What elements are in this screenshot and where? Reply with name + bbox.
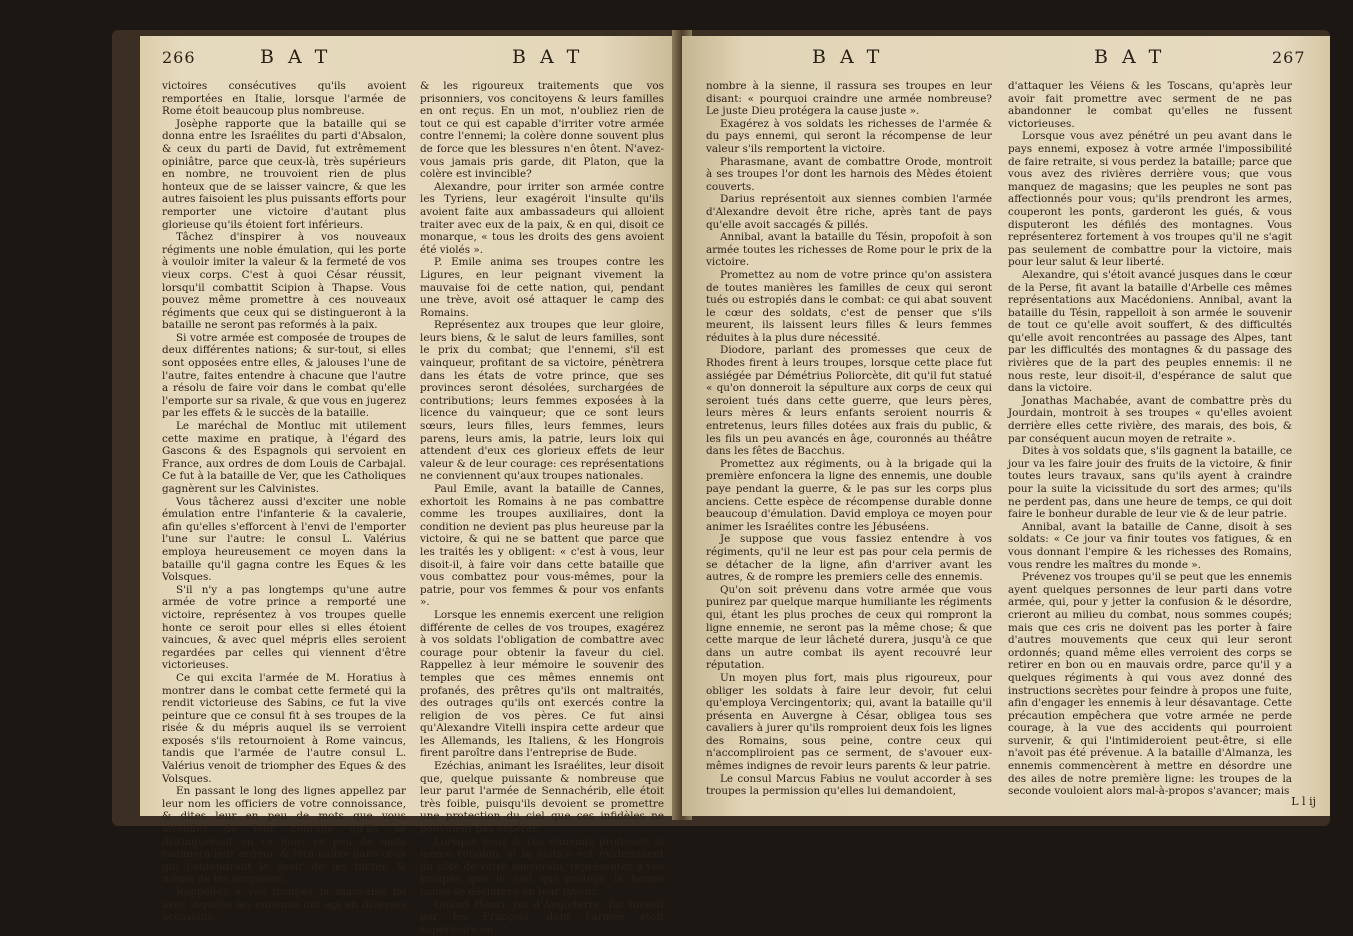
paragraph: Promettez aux régiments, ou à la brigade qui la première enfoncera la ligne des ennemis, une double paye pendant la guerre, & le pas sur les corps plus anciens. Cette espèce de récompense durable donne beaucoup d'émulation. David employa ce moyen pour animer les Israélites contre les Jébuséens. — [706, 457, 992, 533]
paragraph: Vous tâcherez aussi d'exciter une noble émulation entre l'infanterie & la cavalerie, afin qu'elles s'efforcent à l'envi de l'emporter l'une sur l'autre: le consul L. Valérius employa heureusement ce moyen dans la bataille qu'il gagna contre les Eques & les Volsques. — [162, 495, 406, 584]
paragraph: Diodore, parlant des promesses que ceux de Rhodes firent à leurs troupes, lorsque cette place fut assiégée par Démétrius Poliorcète, dit qu'il fut statué « qu'on donneroit la sépulture aux corps de ceux qui seroient tués dans cette guerre, que leurs pères, leurs mères & leurs enfants seroient nourris & entretenus, leurs filles dotées aux frais du public, & les fils un peu avancés en âge, couronnés au théâtre dans les fêtes de Bacchus. — [706, 344, 992, 458]
left-column-2 — [420, 80, 664, 936]
left-running-head-2: BAT — [512, 46, 594, 68]
paragraph: Josèphe rapporte que la bataille qui se donna entre les Israélites du parti d'Absalon, & ceux du parti de David, fut extrêmement opiniâtre, parce que ceux-là, très supérieurs en nombre, ne trouvoient rien de plus honteux que de se laisser vaincre, & que les autres faisoient les plus puissants efforts pour remporter une victoire d'autant plus glorieuse qu'ils étoient fort inférieurs. — [162, 117, 406, 231]
left-running-head-1: BAT — [260, 46, 342, 68]
paragraph: Annibal, avant la bataille de Canne, disoit à ses soldats: « Ce jour va finir toutes vos fatigues, & en vous donnant l'empire & les richesses des Romains, vous rendre les maîtres du monde ». — [1008, 520, 1292, 571]
paragraph: S'il n'y a pas longtemps qu'une autre armée de votre prince a remporté une victoire, représentez à vos troupes quelle honte ce seroit pour elles si elles étoient vaincues, & avec quel mépris elles seroient regardées par celles qui viennent d'être victorieuses. — [162, 583, 406, 672]
paragraph: Je suppose que vous fassiez entendre à vos régiments, qu'il ne leur est pas pour cela permis de se détacher de la ligne, afin d'arriver avant les autres, & de rompre les premiers celle des ennemis. — [706, 533, 992, 584]
paragraph: Paul Emile, avant la bataille de Cannes, exhortoit les Romains à ne pas combattre comme les troupes auxiliaires, dont la condition ne devient pas plus heureuse par la victoire, & qui ne se battent que parce que les traités les y obligent: « c'est à vous, leur disoit-il, à faire voir dans cette bataille que vous combattez pour vous-mêmes, pour la patrie, pour vos femmes & pour vos enfants ». — [420, 483, 664, 609]
paragraph: Prévenez vos troupes qu'il se peut que les ennemis ayent quelques personnes de leur parti dans votre armée, qui, pour y jetter la confusion & le désordre, crieront au milieu du combat, nous sommes coupés; mais que ces cris ne doivent pas les porter à faire d'autres mouvements que ceux qui leur seront ordonnés; quand même elles verroient des corps se retirer en bon ou en mauvais ordre, parce qu'il y a quelques régiments à qui vous avez donné des instructions secrètes pour feindre à propos une fuite, afin d'engager les ennemis à leur désavantage. Cette précaution empêchera que votre armée ne perde courage, à la vue des accidents qui pourroient survenir, & qui l'intimideroient peut-être, si elle n'avoit pas été prévenue. A la bataille d'Almanza, les ennemis commencèrent à mettre en désordre une des ailes de notre première ligne: les troupes de la seconde vouloient alors mal-à-propos s'avancer; mais — [1008, 571, 1292, 798]
paragraph: Quand Henri, roi d'Angleterre, fut investi par les François, dont l'armée étoit supérieure en — [420, 898, 664, 936]
right-running-head-2: BAT — [1094, 46, 1176, 68]
paragraph: d'attaquer les Véiens & les Toscans, qu'après leur avoir fait promettre avec serment de ne pas abandonner le combat qu'elles ne fussent victorieuses. — [1008, 80, 1292, 130]
paragraph: Ce qui excita l'armée de M. Horatius à montrer dans le combat cette fermeté qui la rendit victorieuse des Sabins, ce fut la vive peinture que ce consul fit à ses troupes de la risée & du mépris auquel ils se verroient exposés s'ils retournoient à Rome vaincus, tandis que l'armée de l'autre consul L. Valérius venoit de triompher des Eques & des Volsques. — [162, 671, 406, 785]
paragraph: Lorsque les ennemis exercent une religion différente de celles de vos troupes, exagérez à vos soldats l'obligation de combattre avec courage pour obtenir la faveur du ciel. Rappellez à leur mémoire le souvenir des temples que ces mêmes ennemis ont profanés, des prêtres qu'ils ont maltraités, des outrages qu'ils ont exercés contre la religion de vos pères. Ce fut ainsi qu'Alexandre Vitelli inspira cette ardeur que les Allemands, les Italiens, & les Hongrois firent paroître dans l'entreprise de Bude. — [420, 608, 664, 760]
paragraph: Le maréchal de Montluc mit utilement cette maxime en pratique, à l'égard des Gascons & des Espagnols qui servoient en France, aux ordres de dom Louis de Carbajal. Ce fut à la bataille de Ver, que les Catholiques gagnèrent sur les Calvinistes. — [162, 420, 406, 495]
paragraph: Jonathas Machabée, avant de combattre près du Jourdain, montroit à ses troupes « qu'elles avoient derrière elles cette rivière, des marais, des bois, & par conséquent aucun moyen de retraite ». — [1008, 394, 1292, 445]
paragraph: Annibal, avant la bataille du Tésin, propofoit à son armée toutes les richesses de Rome pour le prix de la victoire. — [706, 231, 992, 269]
paragraph: victoires consécutives qu'ils avoient remportées en Italie, lorsque l'armée de Rome étoit beaucoup plus nombreuse. — [162, 80, 406, 118]
left-column-1 — [162, 80, 406, 924]
left-page-number: 266 — [162, 48, 196, 67]
paragraph: Qu'on soit prévenu dans votre armée que vous punirez par quelque marque humiliante les régiments qui, étant les plus proches de ceux qui rompront la ligne ennemie, ne seront pas la même chose; & que cette marque de leur lâcheté durera, jusqu'à ce que dans un autre combat ils ayent recouvré leur réputation. — [706, 583, 992, 672]
right-page-number: 267 — [1272, 48, 1306, 67]
left-page — [140, 36, 680, 936]
paragraph: Exagérez à vos soldats les richesses de l'armée & du pays ennemi, qui seront la récompense de leur valeur s'ils remportent la victoire. — [706, 117, 992, 155]
signature-mark: L l ij — [1291, 795, 1316, 808]
left-page-header — [140, 42, 680, 76]
right-running-head-1: BAT — [812, 46, 894, 68]
paragraph: Tâchez d'inspirer à vos nouveaux régiments une noble émulation, qui les porte à vouloir imiter la valeur & la fermeté de vos vieux corps. C'est à quoi César réussit, lorsqu'il combattit Scipion à Thapse. Vous pouvez même promettre à ces nouveaux régiments que ceux qui se distingueront à la bataille ne seront pas reformés à la paix. — [162, 231, 406, 332]
paragraph: Représentez aux troupes que leur gloire, leurs biens, & le salut de leurs familles, sont le prix du combat; que l'ennemi, s'il est vainqueur, profitant de sa victoire, pénètrera dans les états de votre prince, que ses provinces seront désolées, surchargées de contributions; leurs femmes exposées à la licence du vainqueur; que ce sont leurs sœurs, leurs filles, leurs femmes, leurs parens, leurs amis, la patrie, leurs loix qui attendent d'eux ces glorieux effets de leur valeur & de leur courage: ces représentations ne conviennent qu'aux troupes nationales. — [420, 319, 664, 483]
paragraph: Un moyen plus fort, mais plus rigoureux, pour obliger les soldats à faire leur devoir, fut celui qu'employa Vercingentorix; qui, avant la bataille qu'il présenta en Auvergne à César, obligea tous ses cavaliers à jurer qu'ils romproient deux fois les lignes des Romains, sous peine, contre ceux qui n'accompliroient pas ce serment, de s'avouer eux-mêmes indignes de revoir leurs parents & leur patrie. — [706, 671, 992, 773]
paragraph: Alexandre, pour irriter son armée contre les Tyriens, leur exagéroit l'insulte qu'ils avoient faite aux ambassadeurs qui alloient traiter avec eux de la paix, & en qui, disoit ce monarque, « tous les droits des gens avoient été violés ». — [420, 180, 664, 256]
paragraph: Ezéchias, animant les Israélites, leur disoit que, quelque puissante & nombreuse que leur parut l'armée de Sennachérib, elle étoit très foible, puisqu'ils devoient se promettre une protection du ciel que ces infidèles ne pouvoient pas espérer. — [420, 760, 664, 836]
paragraph: Pharasmane, avant de combattre Orode, montroit à ses troupes l'or dont les harnois des Mèdes étoient couverts. — [706, 155, 992, 193]
paragraph: Dites à vos soldats que, s'ils gagnent la bataille, ce jour va les faire jouir des fruits de la victoire, & finir toutes leurs travaux, sans qu'ils ayent à craindre pour la suite la vicissitude du sort des armes; qu'ils ne perdent pas, dans une heure de temps, ce qui doit faire le bonheur durable de leur vie & de leur patrie. — [1008, 445, 1292, 521]
paragraph: Rappellez à vos troupes la mauvaise foi avec laquelle les ennemis ont agi en diverses occasions, — [162, 886, 406, 924]
paragraph: nombre à la sienne, il rassura ses troupes en leur disant: « pourquoi craindre une armée nombreuse? Le juste Dieu protégera la cause juste ». — [706, 80, 992, 118]
right-page-header — [682, 42, 1330, 76]
paragraph: Alexandre, qui s'étoit avancé jusques dans le cœur de la Perse, fit avant la bataille d'Arbelle ces mêmes représentations aux Macédoniens. Annibal, avant la bataille du Tésin, rappelloit à son armée le souvenir de tout ce qu'elle avoit souffert, & des difficultés qu'elle avoit rencontrées au passage des Alpes, tant par les difficultés des montagnes & du passage des rivières que de la part des peuples ennemis: il ne nous reste, leur disoit-il, d'espérance de salut que dans la victoire. — [1008, 268, 1292, 395]
right-page — [682, 36, 1330, 816]
paragraph: En passant le long des lignes appellez par leur nom les officiers de votre connoissance, & dites leur en peu de mots que vous attendez de leur courage qu'ils se distingueront en ce jour: ce peu de mots ranimera leur ardeur, & fera naître dans ceux qui l'entendront le desir de les imiter, & même de les surpasser. — [162, 785, 406, 886]
paragraph: & les rigoureux traitements que vos prisonniers, vos concitoyens & leurs familles en ont reçus. En un mot, n'oubliez rien de tout ce qui est capable d'irriter votre armée contre l'ennemi; la colère donne souvent plus de force que les blessures n'en ôtent. N'avez-vous jamais pris garde, dit Platon, que la colère est invincible? — [420, 80, 664, 181]
paragraph: Promettez au nom de votre prince qu'on assistera de toutes manières les familles de ceux qui seront tués ou estropiés dans le combat: ce qui abat souvent le cœur des soldats, c'est de penser que s'ils meurent, ils laissent leurs filles & leurs femmes réduites à la plus dure nécessité. — [706, 268, 992, 344]
paragraph: P. Emile anima ses troupes contre les Ligures, en leur peignant vivement la mauvaise foi de cette nation, qui, pendant une trève, avoit osé attaquer le camp des Romains. — [420, 256, 664, 319]
right-column-2 — [1008, 80, 1292, 810]
paragraph: Lorsque vous avez pénétré un peu avant dans le pays ennemi, exposez à votre armée l'impossibilité de faire retraite, si vous perdez la bataille; parce que vous avez des rivières derrière vous; que vous manquez de magasins; que les peuples ne sont pas affectionnés pour vous; qu'ils prendront les armes, couperont les ponts, garderont les gués, & vous disputeront les défilés des montagnes. Vous représenterez fortement à vos troupes qu'il ne s'agit pas seulement de combattre pour la victoire, mais pour leur salut & leur liberté. — [1008, 130, 1292, 269]
right-column-1 — [706, 80, 992, 810]
paragraph: Lorsque vous & vos ennemis professez la même religion; si la justice est évidemment du côté de votre souverain, représentez à vos troupes que le ciel qui protège la bonne cause se déclarera en leur faveur. — [420, 835, 664, 898]
paragraph: Le consul Marcus Fabius ne voulut accorder à ses troupes la permission qu'elles lui demandoient, — [706, 772, 992, 798]
paragraph: Darius représentoit aux siennes combien l'armée d'Alexandre devoit être riche, après tant de pays qu'elle avoit saccagés & pillés. — [706, 193, 992, 231]
paragraph: Si votre armée est composée de troupes de deux différentes nations; & sur-tout, si elles sont opposées entre elles, & jalouses l'une de l'autre, faites entendre à chacune que l'autre a résolu de faire voir dans le combat qu'elle l'emporte sur sa rivale, & que vous en jugerez par les effets & le succès de la bataille. — [162, 331, 406, 420]
